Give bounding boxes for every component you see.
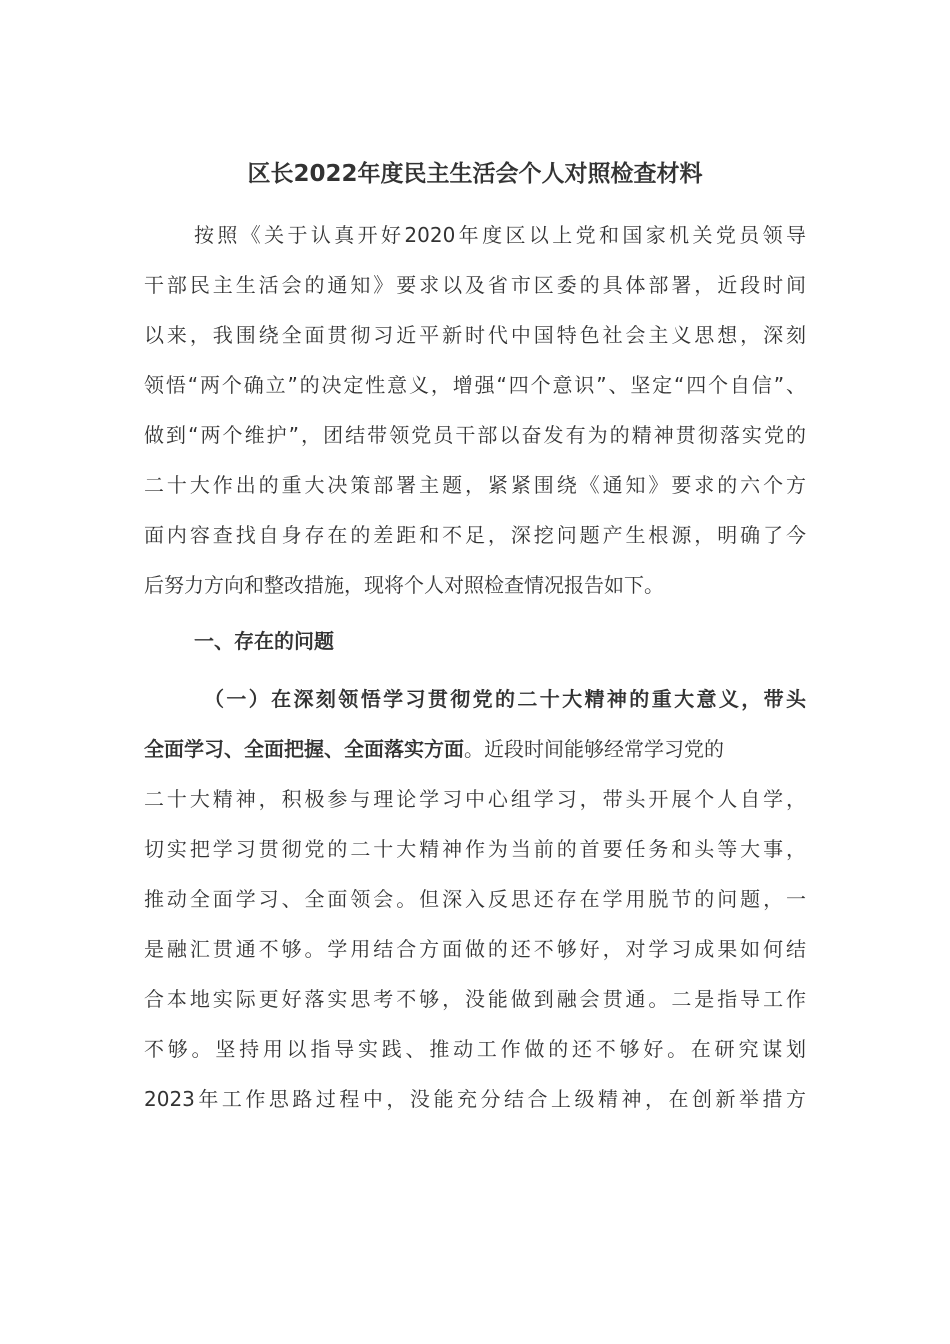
intro-line-1: 按照《关于认真开好2020年度区以上党和国家机关党员领导 <box>194 223 806 247</box>
body-line-3: 推动全面学习、全面领会。但深入反思还存在学用脱节的问题，一 <box>144 887 806 911</box>
subsection-heading-line-1: （一）在深刻领悟学习贯彻党的二十大精神的重大意义，带头 <box>204 687 806 711</box>
intro-line-7: 面内容查找自身存在的差距和不足，深挖问题产生根源，明确了今 <box>144 523 806 547</box>
intro-line-8: 后努力方向和整改措施，现将个人对照检查情况报告如下。 <box>144 573 664 597</box>
subsection-heading-rest: 。近段时间能够经常学习党的 <box>464 737 724 761</box>
intro-line-6: 二十大作出的重大决策部署主题，紧紧围绕《通知》要求的六个方 <box>144 473 806 497</box>
intro-line-5: 做到“两个维护”，团结带领党员干部以奋发有为的精神贯彻落实党的 <box>144 423 806 447</box>
body-line-2: 切实把学习贯彻党的二十大精神作为当前的首要任务和头等大事， <box>144 837 806 861</box>
body-line-4: 是融汇贯通不够。学用结合方面做的还不够好，对学习成果如何结 <box>144 937 806 961</box>
body-line-5: 合本地实际更好落实思考不够，没能做到融会贯通。二是指导工作 <box>144 987 806 1011</box>
section-heading: 一、存在的问题 <box>194 629 334 653</box>
intro-line-3: 以来，我围绕全面贯彻习近平新时代中国特色社会主义思想，深刻 <box>144 323 806 347</box>
body-line-6: 不够。坚持用以指导实践、推动工作做的还不够好。在研究谋划 <box>144 1037 806 1061</box>
document-title: 区长2022年度民主生活会个人对照检查材料 <box>247 161 703 187</box>
body-line-1: 二十大精神，积极参与理论学习中心组学习，带头开展个人自学， <box>144 787 806 811</box>
intro-line-2: 干部民主生活会的通知》要求以及省市区委的具体部署，近段时间 <box>144 273 806 297</box>
intro-line-4: 领悟“两个确立”的决定性意义，增强“四个意识”、坚定“四个自信”、 <box>144 373 806 397</box>
subsection-heading-bold: 全面学习、全面把握、全面落实方面 <box>144 737 464 761</box>
body-line-7: 2023年工作思路过程中，没能充分结合上级精神，在创新举措方 <box>144 1087 806 1111</box>
subsection-heading-line-2 <box>144 732 806 766</box>
